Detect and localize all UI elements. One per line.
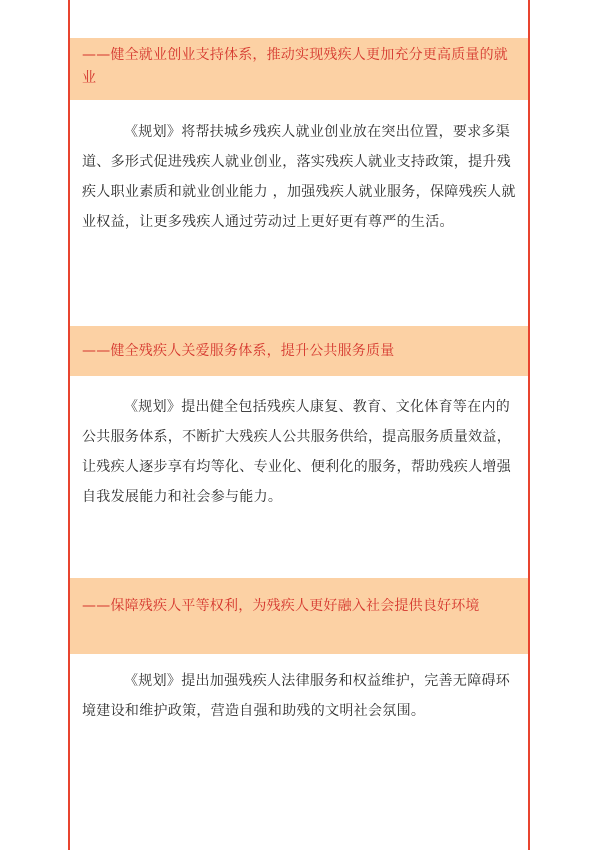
section-heading-3: ——保障残疾人平等权利，为残疾人更好融入社会提供良好环境: [82, 598, 480, 614]
section-heading-band-3: [70, 578, 528, 654]
section-body-1: 《规划》将帮扶城乡残疾人就业创业放在突出位置，要求多渠道、多形式促进残疾人就业创业，落实残疾人就业支持政策，提升残疾人职业素质和就业创业能力 ，加强残疾人就业服务，保障残疾人就业权益，让更多残疾人通过劳动过上更好更有尊严的生活。: [82, 124, 516, 230]
section-heading-band-2: [70, 326, 528, 376]
section-heading-band-1: [70, 38, 528, 100]
section-body-2: 《规划》提出健全包括残疾人康复、教育、文化体育等在内的公共服务体系，不断扩大残疾人公共服务供给，提高服务质量效益，让残疾人逐步享有均等化、专业化、便利化的服务，帮助残疾人增强自我发展能力和社会参与能力。: [82, 399, 511, 505]
section-heading-2: ——健全残疾人关爱服务体系，提升公共服务质量: [82, 343, 395, 359]
section-heading-1: ——健全就业创业支持体系，推动实现残疾人更加充分更高质量的就业: [82, 47, 508, 86]
section-body-3: 《规划》提出加强残疾人法律服务和权益维护，完善无障碍环境建设和维护政策，营造自强和助残的文明社会氛围。: [82, 673, 511, 719]
